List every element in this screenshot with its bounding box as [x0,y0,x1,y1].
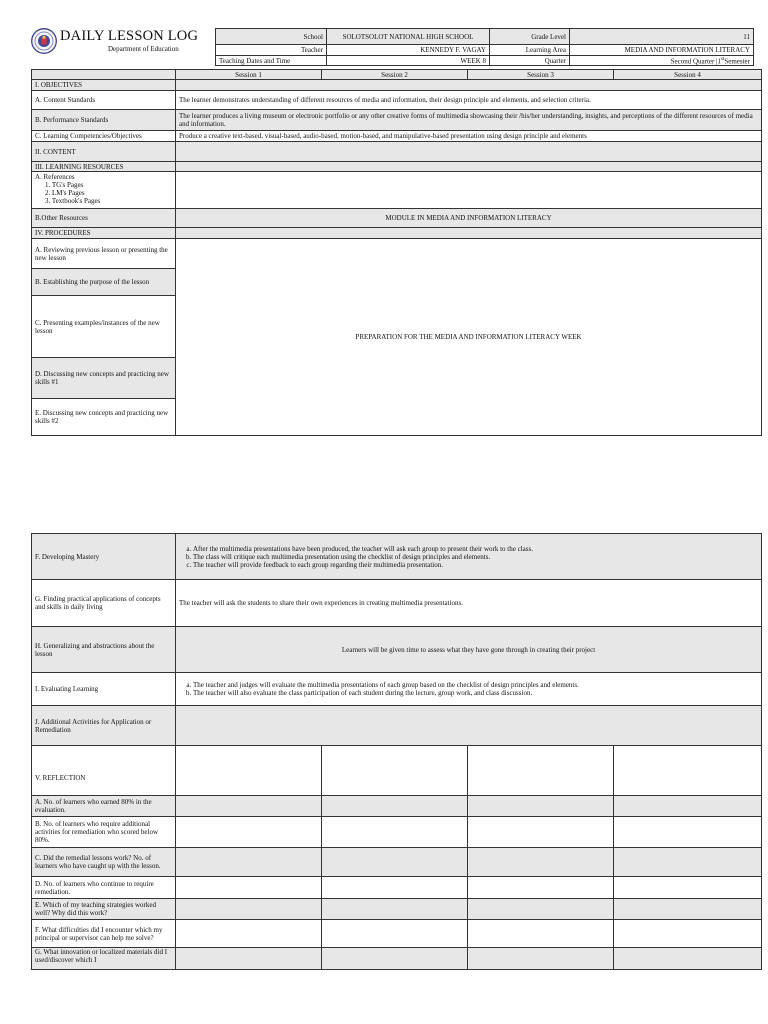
content-heading: II. CONTENT [32,142,176,162]
tg-pages-label: 1. TG's Pages [45,181,84,189]
document-title: DAILY LESSON LOG [60,28,199,44]
procedure-j-label: J. Additional Activities for Application or Remediation [32,706,176,746]
procedure-i-label: I. Evaluating Learning [32,673,176,706]
lm-pages-label: 2. LM's Pages [45,189,85,197]
textbook-pages-label: 3. Textbook's Pages [45,197,101,205]
procedure-f-label: F. Developing Mastery [32,534,176,580]
reflection-row-d: D. No. of learners who continue to require remediation. [32,877,176,899]
session-header-2: Session 2 [322,70,468,80]
procedures-merged-text: PREPARATION FOR THE MEDIA AND INFORMATION LITERACY WEEK [176,239,762,436]
other-resources-text: MODULE IN MEDIA AND INFORMATION LITERACY [176,209,762,228]
lesson-log-table-page2 [31,533,762,970]
procedure-f-item-b: b. The class will critique each multimedia presentation using the checklist of design principles and elements. [193,553,758,561]
teaching-dates-label: Teaching Dates and Time [216,56,327,66]
procedure-i-item-b: b. The teacher will also evaluate the class participation of each student during the lecture, group work, and class discussion. [193,689,758,697]
procedure-f-item-a: a. After the multimedia presentations have been produced, the teacher will ask each group to present their work to the class. [193,545,758,553]
content-standards-label: A. Content Standards [32,91,176,110]
session-header-4: Session 4 [614,70,762,80]
procedure-g-text: The teacher will ask the students to share their own experiences in creating multimedia presentations. [176,580,762,627]
objectives-heading: I. OBJECTIVES [32,80,176,91]
procedure-i-text [176,673,762,706]
learning-competencies-label: C. Learning Competencies/Objectives [32,131,176,142]
school-label: School [216,29,327,45]
procedures-heading: IV. PROCEDURES [32,228,176,239]
procedure-h-label: H. Generalizing and abstractions about the lesson [32,627,176,673]
teaching-dates-value: WEEK 8 [327,56,490,66]
learning-area-label: Learning Area [490,45,570,56]
reflection-row-c: C. Did the remedial lessons work? No. of learners who have caught up with the lesson. [32,848,176,877]
procedure-a-label: A. Reviewing previous lesson or presenting the new lesson [32,239,176,269]
content-standards-text: The learner demonstrates understanding of different resources of media and information, their design principle and elements, and selection criteria. [176,91,762,110]
reflection-row-a: A. No. of learners who earned 80% in the evaluation. [32,796,176,817]
reflection-row-f: F. What difficulties did I encounter which my principal or supervisor can help me solve? [32,920,176,948]
grade-level-value: 11 [570,29,754,45]
quarter-label: Quarter [490,56,570,66]
other-resources-label: B.Other Resources [32,209,176,228]
procedure-c-label: C. Presenting examples/instances of the new lesson [32,296,176,358]
procedure-d-label: D. Discussing new concepts and practicing new skills #1 [32,358,176,399]
procedure-b-label: B. Establishing the purpose of the lesson [32,269,176,296]
session-corner [32,70,176,80]
references-cell [32,172,176,209]
reflection-heading: V. REFLECTION [32,746,176,796]
reflection-row-b: B. No. of learners who require additional activities for remediation who scored below 80%. [32,817,176,848]
performance-standards-label: B. Performance Standards [32,110,176,131]
deped-seal-logo [31,28,57,54]
quarter-value: Second Quarter |1stSemester [570,56,754,66]
department-name: Department of Education [108,45,179,53]
performance-standards-text: The learner produces a living museum or electronic portfolio or any other creative forms of multimedia showcasing their /his/her understanding, insights, and perceptions of the different resources of media and information. [176,110,762,131]
learning-resources-heading: III. LEARNING RESOURCES [32,162,176,172]
procedure-g-label: G. Finding practical applications of concepts and skills in daily living [32,580,176,627]
lesson-log-table-page1 [31,69,762,436]
teacher-label: Teacher [216,45,327,56]
reflection-row-e: E. Which of my teaching strategies worked well? Why did this work? [32,899,176,920]
header-info-table [215,28,754,66]
procedure-e-label: E. Discussing new concepts and practicing new skills #2 [32,399,176,436]
school-value: SOLOTSOLOT NATIONAL HIGH SCHOOL [327,29,490,45]
grade-level-label: Grade Level [490,29,570,45]
procedure-f-item-c: c. The teacher will provide feedback to each group regarding their multimedia presentation. [193,561,758,569]
reflection-row-g: G. What innovation or localized materials did I used/discover which I [32,948,176,970]
learning-competencies-text: Produce a creative text-based, visual-based, audio-based, motion-based, and manipulative-based presentation using design principle and elements [176,131,762,142]
teacher-value: KENNEDY F. VAGAY [327,45,490,56]
procedure-h-text: Learners will be given time to assess what they have gone through in creating their project [176,627,762,673]
learning-area-value: MEDIA AND INFORMATION LITERACY [570,45,754,56]
references-label: A. References [35,173,75,181]
procedure-f-text [176,534,762,580]
session-header-3: Session 3 [468,70,614,80]
procedure-i-item-a: a. The teacher and judges will evaluate the multimedia presentations of each group based on the checklist of design principles and elements. [193,681,758,689]
session-header-1: Session 1 [176,70,322,80]
